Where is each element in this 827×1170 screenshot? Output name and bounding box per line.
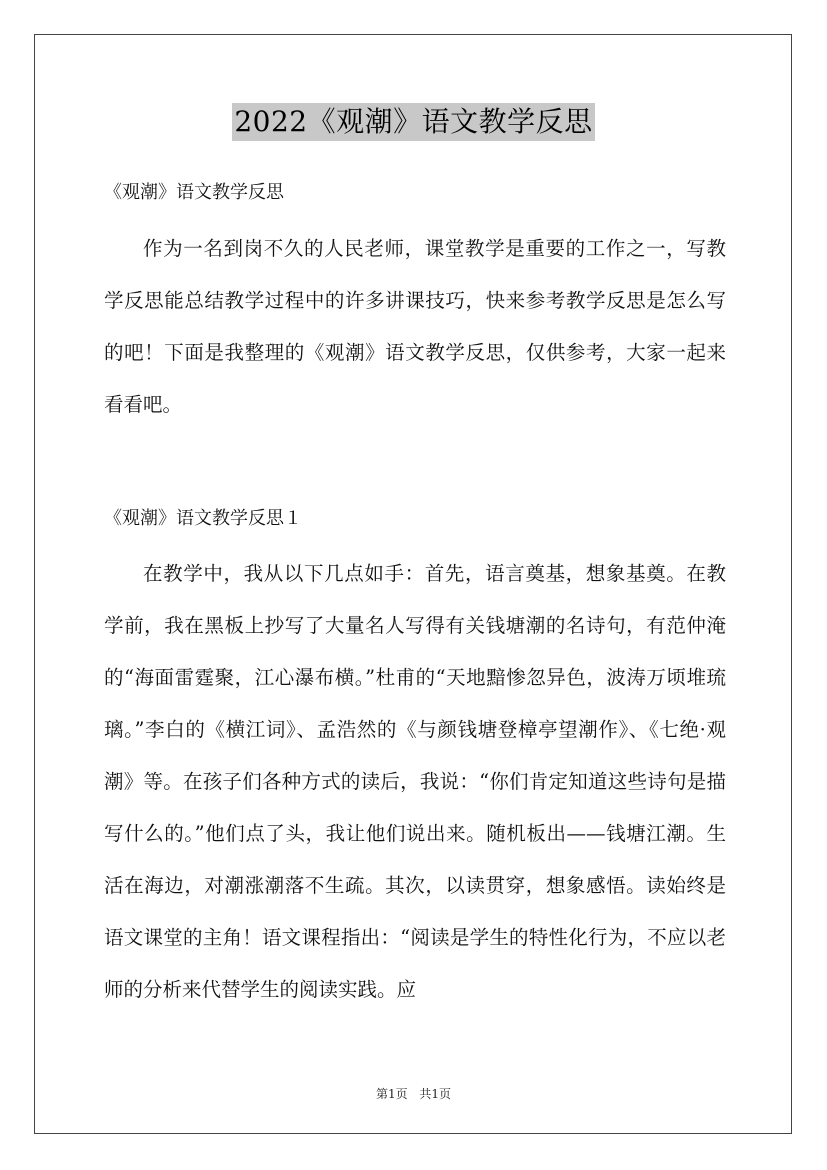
- section-1-heading: 《观潮》语文教学反思１: [104, 508, 302, 529]
- page-number: 第1页: [375, 1087, 408, 1101]
- intro-paragraph: 作为一名到岗不久的人民老师，课堂教学是重要的工作之一，写教学反思能总结教学过程中的许多讲课技巧，快来参考教学反思是怎么写的吧！下面是我整理的《观潮》语文教学反思，仅供参考，大家一起来看看吧。: [104, 237, 726, 416]
- title-container: [0, 103, 827, 141]
- document-subtitle: 《观潮》语文教学反思: [104, 182, 284, 203]
- page-footer: [0, 1086, 827, 1102]
- document-title: 2022《观潮》语文教学反思: [232, 103, 594, 141]
- section-1-paragraph: 在教学中，我从以下几点如手：首先，语言奠基，想象基奠。在教学前，我在黑板上抄写了大量名人写得有关钱塘潮的名诗句，有范仲淹的“海面雷霆聚，江心瀑布横。”杜甫的“天地黯惨忽异色，波涛万顷堆琉璃。”李白的《横江词》、孟浩然的《与颜钱塘登樟亭望潮作》、《七绝·观潮》等。在孩子们各种方式的读后，我说：“你们肯定知道这些诗句是描写什么的。”他们点了头，我让他们说出来。随机板出——钱塘江潮。生活在海边，对潮涨潮落不生疏。其次，以读贯穿，想象感悟。读始终是语文课堂的主角！语文课程指出：“阅读是学生的特性化行为，不应以老师的分析来代替学生的阅读实践。应: [104, 562, 726, 1001]
- page-total: 共1页: [419, 1087, 452, 1101]
